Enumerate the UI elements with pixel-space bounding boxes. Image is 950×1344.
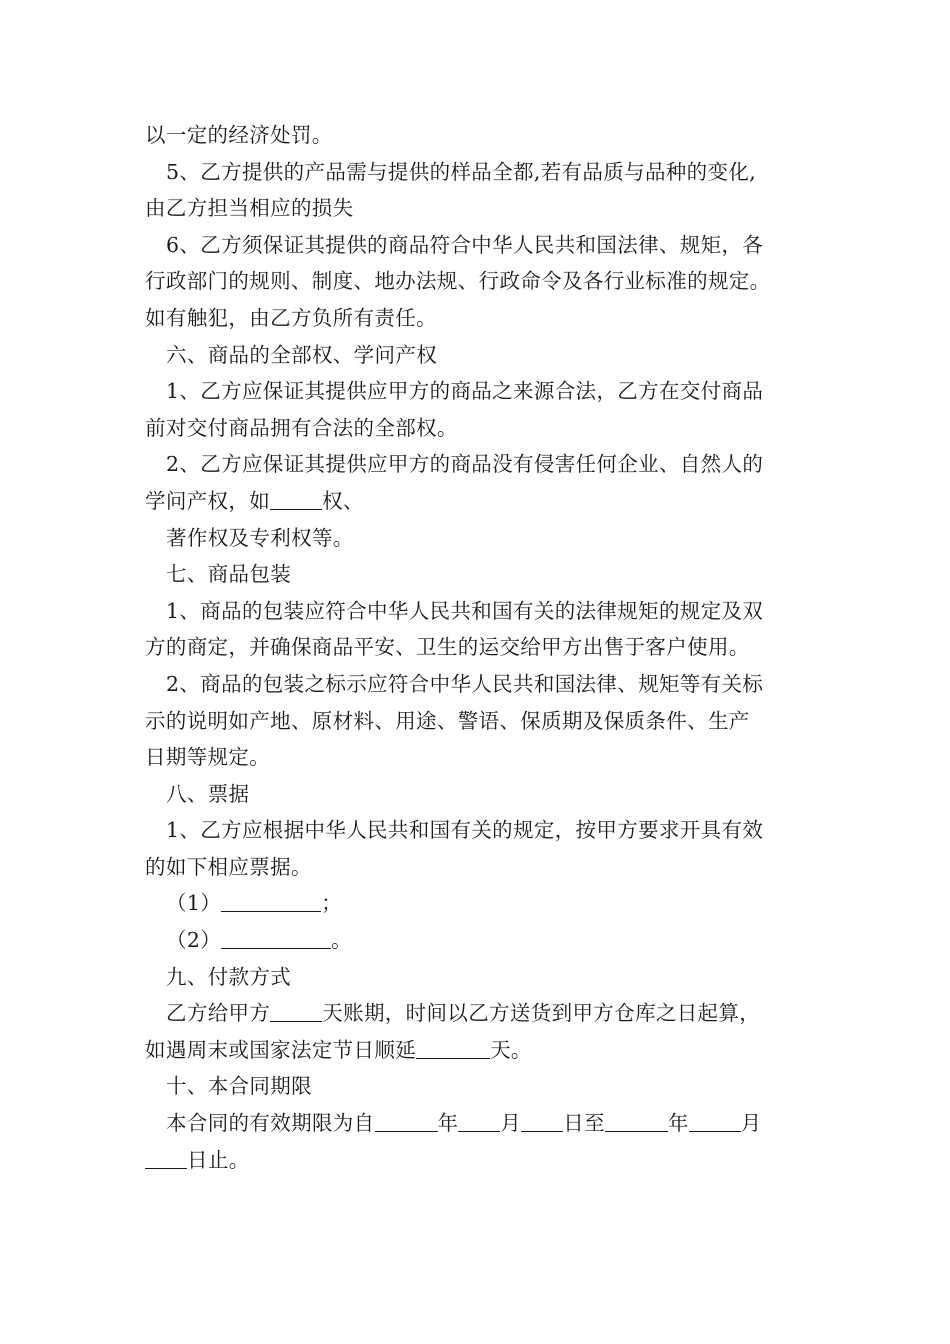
text-line [145,922,810,959]
text-line: 日期等规定。 [145,745,271,770]
fill-blank [221,891,321,912]
text-line: 方的商定，并确保商品平安、卫生的运交给甲方出售于客户使用。 [145,635,750,660]
text-line [145,1032,810,1069]
text-segment: 如遇周末或国家法定节日顺延 [145,1037,417,1062]
section-heading-7: 七、商品包装 [166,562,292,587]
text-segment: 本合同的有效期限为自 [166,1111,375,1136]
text-segment: 日至 [563,1111,605,1136]
text-line [145,885,810,922]
fill-blank [521,1111,563,1132]
clause-6: 6、乙方须保证其提供的商品符合中华人民共和国法律、规矩，各 [166,232,764,257]
text-segment: 年 [437,1111,459,1136]
section-heading-8: 八、票据 [166,781,250,806]
text-line: 由乙方担当相应的损失 [145,196,354,221]
fill-blank [458,1111,500,1132]
text-segment: 天。 [490,1037,532,1062]
fill-blank [689,1111,741,1132]
clause-6-1: 1、乙方应保证其提供应甲方的商品之来源合法，乙方在交付商品 [166,379,764,404]
text-segment: 天账期，时间以乙方送货到甲方仓库之日起算， [322,1001,761,1026]
text-segment: （1） [166,891,222,916]
text-line [145,483,810,520]
text-line: 如有触犯，由乙方负所有责任。 [145,305,437,330]
text-line: 前对交付商品拥有合法的全部权。 [145,415,458,440]
text-segment: 日止。 [187,1147,250,1172]
text-segment: ； [321,891,342,916]
section-heading-6: 六、商品的全部权、学问产权 [166,342,438,367]
clause-8-1: 1、乙方应根据中华人民共和国有关的规定，按甲方要求开具有效 [166,818,764,843]
text-line: 以一定的经济处罚。 [145,123,333,147]
text-segment: 月 [500,1111,522,1136]
text-segment: 权、 [322,488,364,513]
clause-6-2: 2、乙方应保证其提供应甲方的商品没有侵害任何企业、自然人的 [166,452,764,477]
fill-blank [221,928,331,949]
fill-blank [416,1038,490,1059]
text-segment: 月 [740,1111,762,1136]
section-heading-9: 九、付款方式 [166,964,292,989]
text-line: 行政部门的规则、制度、地办法规、行政命令及各行业标准的规定。 [145,269,771,294]
fill-blank [270,489,322,510]
fill-blank [605,1111,668,1132]
text-line [145,995,810,1032]
text-segment: 年 [667,1111,689,1136]
section-heading-10: 十、本合同期限 [166,1074,312,1099]
text-segment: （2） [166,928,222,953]
fill-blank [270,1001,322,1022]
document-page [145,117,810,1178]
text-line: 的如下相应票据。 [145,854,312,879]
text-line [145,1105,810,1142]
text-line [145,1142,810,1179]
text-line: 著作权及专利权等。 [166,525,354,550]
fill-blank [375,1111,438,1132]
clause-7-1: 1、商品的包装应符合中华人民共和国有关的法律规矩的规定及双 [166,598,764,623]
clause-7-2: 2、商品的包装之标示应符合中华人民共和国法律、规矩等有关标 [166,671,764,696]
text-segment: 学问产权，如 [145,488,271,513]
text-segment: 。 [331,928,352,953]
text-segment: 乙方给甲方 [166,1001,271,1026]
text-line: 示的说明如产地、原材料、用途、警语、保质期及保质条件、生产 [145,708,750,733]
clause-5: 5、乙方提供的产品需与提供的样品全都,若有品质与品种的变化, [166,159,757,184]
fill-blank [145,1148,187,1169]
